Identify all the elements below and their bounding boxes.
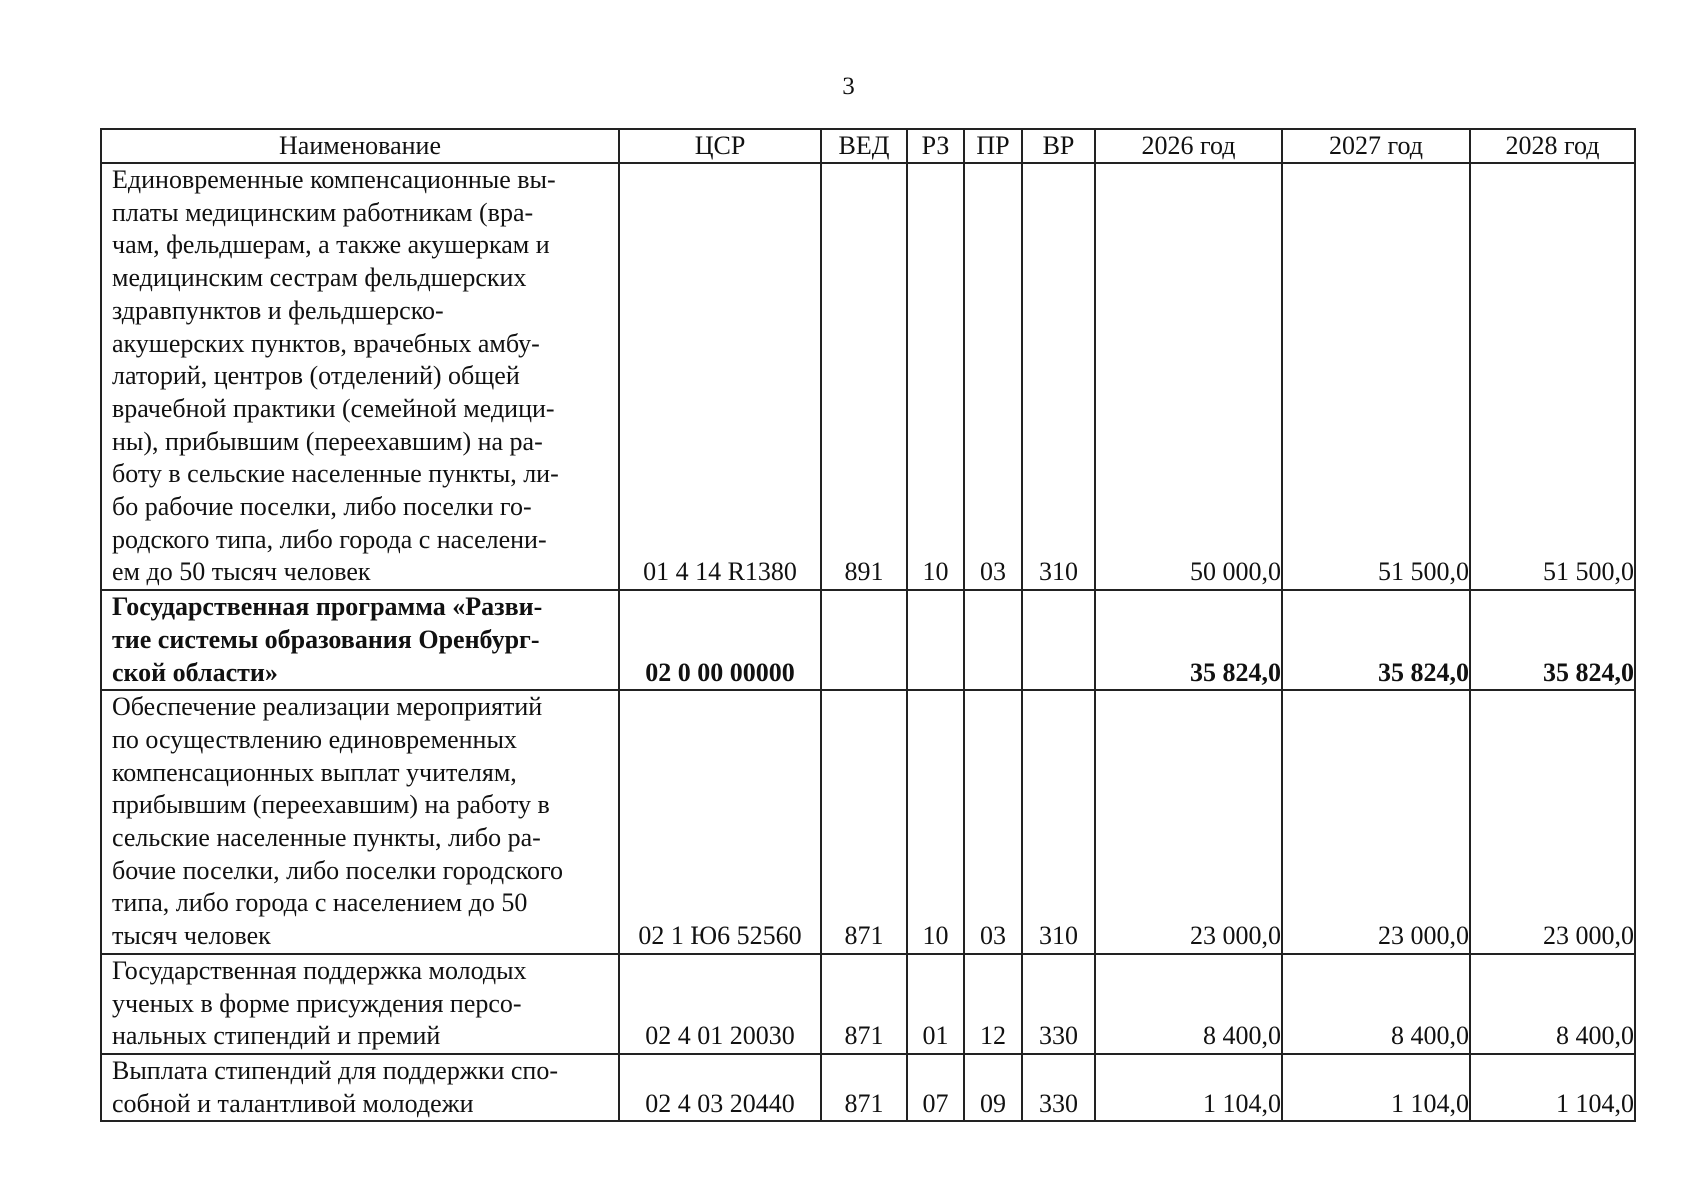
header-pr: ПР [964, 129, 1022, 163]
name-line: ской области» [112, 657, 278, 687]
cell-rz: 10 [907, 163, 964, 590]
header-ved: ВЕД [821, 129, 907, 163]
cell-csr: 01 4 14 R1380 [619, 163, 821, 590]
cell-2027: 35 824,0 [1282, 590, 1470, 690]
cell-rz: 10 [907, 690, 964, 954]
cell-2026: 1 104,0 [1095, 1054, 1282, 1121]
cell-2026: 8 400,0 [1095, 954, 1282, 1054]
row-name [101, 690, 619, 954]
name-line: бочие поселки, либо поселки городского [112, 855, 564, 885]
header-csr: ЦСР [619, 129, 821, 163]
name-line: тысяч человек [112, 921, 271, 951]
cell-ved: 891 [821, 163, 907, 590]
table-row-program-total [101, 590, 1635, 690]
name-line: прибывшим (переехавшим) на работу в [112, 790, 550, 820]
name-line: бо рабочие поселки, либо поселки го- [112, 492, 532, 522]
table-row [101, 1054, 1635, 1121]
cell-vr: 310 [1022, 163, 1095, 590]
cell-rz: 07 [907, 1054, 964, 1121]
table-header-row [101, 129, 1635, 163]
cell-pr: 03 [964, 690, 1022, 954]
name-line: медицинским сестрам фельдшерских [112, 263, 527, 293]
name-line: собной и талантливой молодежи [112, 1088, 474, 1118]
row-name [101, 1054, 619, 1121]
cell-2027: 23 000,0 [1282, 690, 1470, 954]
name-line: платы медицинским работникам (вра- [112, 197, 534, 227]
cell-2026: 23 000,0 [1095, 690, 1282, 954]
budget-table [100, 128, 1636, 1122]
header-2028: 2028 год [1470, 129, 1635, 163]
name-line: боту в сельские населенные пункты, ли- [112, 459, 559, 489]
cell-2027: 8 400,0 [1282, 954, 1470, 1054]
cell-2028: 1 104,0 [1470, 1054, 1635, 1121]
cell-rz: 01 [907, 954, 964, 1054]
name-line: чам, фельдшерам, а также акушеркам и [112, 230, 550, 260]
name-line: Единовременные компенсационные вы- [112, 165, 556, 194]
name-line: Государственная программа «Разви- [112, 592, 543, 622]
name-line: тие системы образования Оренбург- [112, 624, 540, 654]
cell-pr: 03 [964, 163, 1022, 590]
row-name [101, 590, 619, 690]
cell-vr: 310 [1022, 690, 1095, 954]
name-line: ученых в форме присуждения персо- [112, 988, 522, 1018]
header-rz: РЗ [907, 129, 964, 163]
cell-pr: 12 [964, 954, 1022, 1054]
cell-2028: 51 500,0 [1470, 163, 1635, 590]
cell-vr [1022, 590, 1095, 690]
name-line: нальных стипендий и премий [112, 1021, 441, 1051]
name-line: Выплата стипендий для поддержки спо- [112, 1055, 558, 1085]
name-line: сельские населенные пункты, либо ра- [112, 823, 541, 853]
name-line: типа, либо города с населением до 50 [112, 888, 528, 918]
cell-2028: 8 400,0 [1470, 954, 1635, 1054]
cell-vr: 330 [1022, 1054, 1095, 1121]
cell-ved: 871 [821, 1054, 907, 1121]
cell-ved: 871 [821, 954, 907, 1054]
name-line: латорий, центров (отделений) общей [112, 361, 520, 391]
row-name [101, 163, 619, 590]
cell-2026: 50 000,0 [1095, 163, 1282, 590]
header-vr: ВР [1022, 129, 1095, 163]
name-line: Обеспечение реализации мероприятий [112, 692, 543, 722]
cell-pr: 09 [964, 1054, 1022, 1121]
page-number: 3 [842, 73, 855, 100]
name-line: акушерских пунктов, врачебных амбу- [112, 328, 540, 358]
cell-2026: 35 824,0 [1095, 590, 1282, 690]
name-line: ны), прибывшим (переехавшим) на ра- [112, 426, 543, 456]
cell-2027: 1 104,0 [1282, 1054, 1470, 1121]
name-line: компенсационных выплат учителям, [112, 757, 517, 787]
header-2026: 2026 год [1095, 129, 1282, 163]
row-name [101, 954, 619, 1054]
cell-ved [821, 590, 907, 690]
cell-pr [964, 590, 1022, 690]
table-row [101, 954, 1635, 1054]
header-name: Наименование [101, 129, 619, 163]
name-line: врачебной практики (семейной медици- [112, 393, 555, 423]
cell-csr: 02 1 Ю6 52560 [619, 690, 821, 954]
cell-csr: 02 4 03 20440 [619, 1054, 821, 1121]
name-line: здравпунктов и фельдшерско- [112, 295, 444, 325]
table-row [101, 163, 1635, 590]
name-line: по осуществлению единовременных [112, 724, 517, 754]
table-row [101, 690, 1635, 954]
cell-2027: 51 500,0 [1282, 163, 1470, 590]
cell-ved: 871 [821, 690, 907, 954]
cell-vr: 330 [1022, 954, 1095, 1054]
name-line: ем до 50 тысяч человек [112, 557, 371, 587]
cell-2028: 23 000,0 [1470, 690, 1635, 954]
cell-csr: 02 0 00 00000 [619, 590, 821, 690]
cell-csr: 02 4 01 20030 [619, 954, 821, 1054]
name-line: родского типа, либо города с населени- [112, 524, 547, 554]
header-2027: 2027 год [1282, 129, 1470, 163]
name-line: Государственная поддержка молодых [112, 955, 527, 985]
cell-2028: 35 824,0 [1470, 590, 1635, 690]
cell-rz [907, 590, 964, 690]
